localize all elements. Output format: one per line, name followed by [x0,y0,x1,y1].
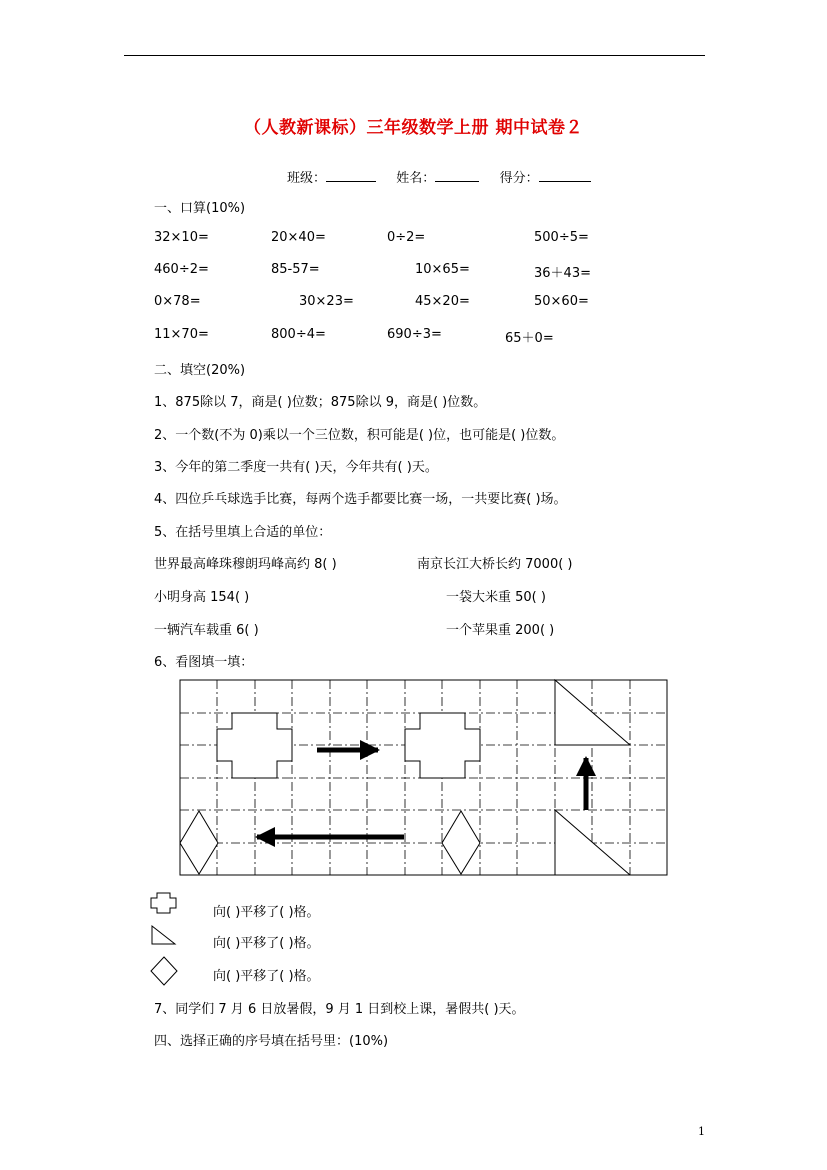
score-blank[interactable] [539,167,591,182]
diamond-legend-icon [151,957,177,985]
calc-item: 65＋0= [505,331,554,346]
score-label: 得分： [499,171,539,186]
calc-item: 50×60= [534,294,589,309]
grid-lines [180,680,667,875]
unit-item: 一个苹果重 200( ) [446,623,555,638]
page-number: 1 [698,1125,705,1138]
triangle-shape-original [555,810,630,875]
answer-triangle: 向( )平移了( )格。 [213,936,320,951]
question-1: 1、875除以 7，商是( )位数；875除以 9，商是( )位数。 [154,395,487,410]
unit-item: 一辆汽车载重 6( ) [154,623,259,638]
calc-item: 45×20= [415,294,470,309]
student-info [287,167,591,186]
question-7: 7、同学们 7 月 6 日放暑假，9 月 1 日到校上课，暑假共( )天。 [154,1002,525,1017]
cross-shape-moved [405,713,480,778]
calc-item: 30×23= [299,294,354,309]
question-3: 3、今年的第二季度一共有( )天，今年共有( )天。 [154,460,438,475]
calc-item: 11×70= [154,327,209,342]
calc-item: 690÷3= [387,327,442,342]
section2-heading: 二、填空(20%) [154,363,246,378]
triangle-shape-moved [555,680,630,745]
page-title: （人教新课标）三年级数学上册 期中试卷２ [244,118,583,138]
unit-item: 南京长江大桥长约 7000( ) [417,557,573,572]
section1-heading: 一、口算(10%) [154,201,246,216]
calc-item: 460÷2= [154,262,209,277]
question-6: 6、看图填一填： [154,655,254,670]
cross-legend-icon [151,893,176,913]
diamond-shape-moved [442,811,480,874]
calc-item: 0×78= [154,294,201,309]
calc-item: 36＋43= [534,266,591,281]
unit-item: 一袋大米重 50( ) [446,590,546,605]
calc-item: 0÷2= [387,230,426,245]
question-5: 5、在括号里填上合适的单位： [154,525,332,540]
question-4: 4、四位乒乓球选手比赛，每两个选手都要比赛一场，一共要比赛( )场。 [154,492,567,507]
unit-item: 世界最高峰珠穆朗玛峰高约 8( ) [154,557,337,572]
calc-item: 800÷4= [271,327,326,342]
diamond-shape-original [180,811,218,874]
top-rule [124,55,705,56]
triangle-legend-icon [152,926,175,944]
section4-heading: 四、选择正确的序号填在括号里：(10%) [154,1034,389,1049]
unit-item: 小明身高 154( ) [154,590,250,605]
cross-shape-original [217,713,292,778]
name-blank[interactable] [435,167,479,182]
answer-cross: 向( )平移了( )格。 [213,905,320,920]
calc-item: 500÷5= [534,230,589,245]
name-label: 姓名： [396,171,436,186]
answer-diamond: 向( )平移了( )格。 [213,969,320,984]
question-2: 2、一个数(不为 0)乘以一个三位数，积可能是( )位，也可能是( )位数。 [154,428,565,443]
calc-item: 32×10= [154,230,209,245]
calc-item: 85-57= [271,262,320,277]
class-blank[interactable] [326,167,376,182]
calc-item: 10×65= [415,262,470,277]
calc-item: 20×40= [271,230,326,245]
class-label: 班级： [287,171,327,186]
grid-border [180,680,667,875]
